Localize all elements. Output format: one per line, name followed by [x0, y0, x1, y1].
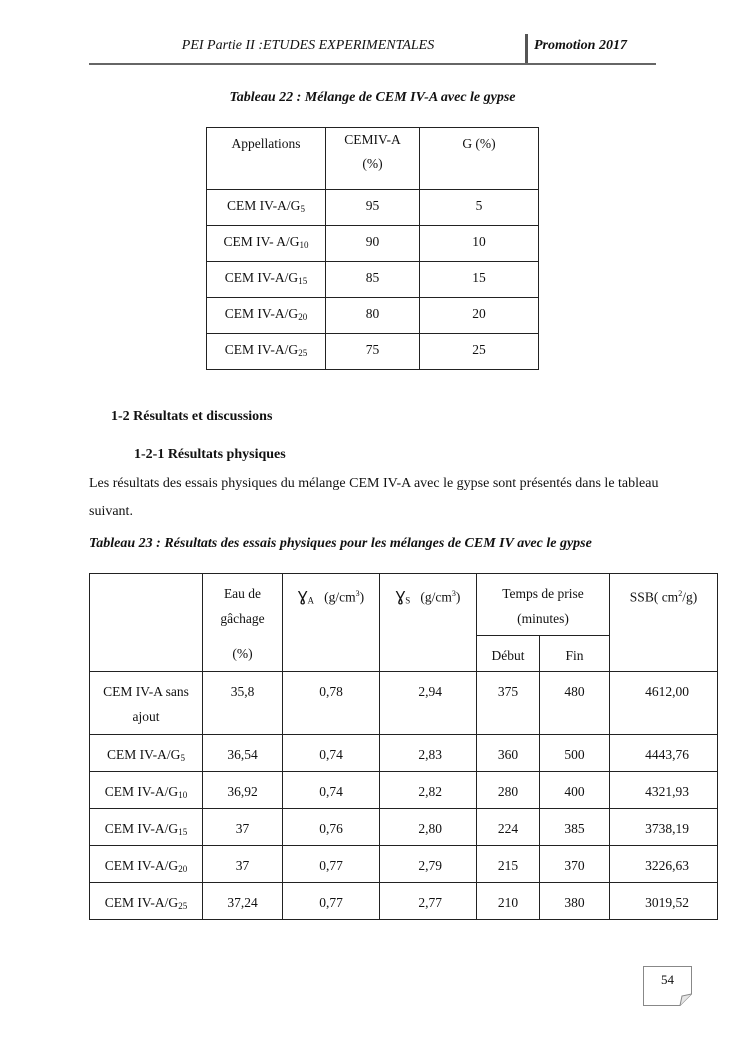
gamma-s-symbol: Ɣ [395, 589, 406, 606]
table22-row [207, 334, 539, 370]
table23-cell-fin: 500 [540, 735, 610, 772]
table22-header-g: G (%) [420, 128, 539, 190]
table23-cell-ssb: 3738,19 [610, 809, 718, 846]
table23-header-ssb [610, 574, 718, 672]
table23-cell-gamma-a: 0,77 [283, 846, 380, 883]
table22 [206, 127, 539, 370]
table23-cell-debut: 360 [477, 735, 540, 772]
table22-cell-g: 10 [420, 226, 539, 262]
eau-line2: gâchage [220, 611, 265, 626]
table23-cell-name: CEM $IV-A/G_5$ [90, 735, 203, 772]
ssb-prefix: SSB( cm [629, 589, 679, 605]
table23-header-temps [477, 574, 610, 636]
table23-header-fin: Fin [540, 636, 610, 672]
table22-cell-name: CEM $IV-A/G_{25}$ [207, 334, 326, 370]
header-promotion: Promotion 2017 [534, 38, 627, 53]
table23-cell-debut: 375 [477, 672, 540, 735]
table22-cell-cem: 95 [326, 190, 420, 226]
ssb-suffix: /g) [682, 589, 698, 605]
table23-cell-name: CEM $IV-A/G_{15}$ [90, 809, 203, 846]
table23-cell-name: CEM $IV-A/G_{10}$ [90, 772, 203, 809]
table23-cell-eau: 36,92 [203, 772, 283, 809]
table22-caption: Tableau 22 : Mélange de CEM IV-A avec le gypse [229, 90, 516, 105]
table23-cell-fin: 370 [540, 846, 610, 883]
table22-cell-cem: 75 [326, 334, 420, 370]
table23-cell-eau: 37 [203, 809, 283, 846]
table23-cell-ssb: 4612,00 [610, 672, 718, 735]
gamma-a-symbol: Ɣ [297, 589, 308, 606]
table23-cell-debut: 224 [477, 809, 540, 846]
table23-cell-ssb: 4443,76 [610, 735, 718, 772]
header-title: PEI Partie II :ETUDES EXPERIMENTALES [181, 38, 435, 53]
table23-cell-fin: 480 [540, 672, 610, 735]
table22-cell-g: 20 [420, 298, 539, 334]
table23-cell-eau: 37 [203, 846, 283, 883]
table23-cell-name: CEM IV-A sans ajout [90, 672, 203, 735]
section-heading-1-2: 1-2 Résultats et discussions [111, 409, 273, 424]
section-heading-1-2-1: 1-2-1 Résultats physiques [134, 447, 286, 462]
table23-row [90, 809, 718, 846]
ssb-exp: 2 [678, 589, 683, 598]
gamma-a-close: ) [359, 589, 365, 605]
gamma-a-unit: (g/cm [324, 589, 356, 605]
table22-row [207, 226, 539, 262]
gamma-s-exp: 3 [451, 589, 456, 598]
table22-cell-cem: 85 [326, 262, 420, 298]
table22-row [207, 298, 539, 334]
table22-cell-g: 5 [420, 190, 539, 226]
table22-header-cem-line2: (%) [362, 156, 383, 171]
table23-cell-gamma-a: 0,74 [283, 772, 380, 809]
table23-cell-fin: 400 [540, 772, 610, 809]
table22-header-row [207, 128, 539, 190]
table23-cell-gamma-s: 2,83 [380, 735, 477, 772]
gamma-s-close: ) [455, 589, 461, 605]
table23-cell-gamma-a: 0,76 [283, 809, 380, 846]
table22-cell-g: 15 [420, 262, 539, 298]
table22-header-cem [326, 128, 420, 190]
table22-cell-g: 25 [420, 334, 539, 370]
table23-header-gamma-a [283, 574, 380, 672]
table23-header-debut: Début [477, 636, 540, 672]
table23-cell-gamma-a: 0,77 [283, 883, 380, 920]
eau-line1: Eau de [223, 586, 262, 601]
table23-cell-fin: 385 [540, 809, 610, 846]
table23-row [90, 735, 718, 772]
table23-row [90, 883, 718, 920]
temps-line1: Temps de prise [502, 586, 584, 601]
table23-header-eau [203, 574, 283, 672]
header-rule [89, 63, 656, 65]
table22-row [207, 262, 539, 298]
table23-cell-gamma-s: 2,80 [380, 809, 477, 846]
table23-cell-eau: 35,8 [203, 672, 283, 735]
table23-header-gamma-s [380, 574, 477, 672]
gamma-s-sub: S [405, 595, 411, 606]
table23-cell-gamma-s: 2,77 [380, 883, 477, 920]
table22-cell-name: CEM $IV-A/G_5$ [207, 190, 326, 226]
table23 [89, 573, 718, 920]
table23-row [90, 772, 718, 809]
gamma-s-unit: (g/cm [420, 589, 452, 605]
table22-cell-cem: 80 [326, 298, 420, 334]
temps-line2: (minutes) [517, 611, 569, 626]
table23-cell-gamma-s: 2,79 [380, 846, 477, 883]
table23-cell-eau: 37,24 [203, 883, 283, 920]
page-number: 54 [661, 972, 674, 987]
table23-cell-ssb: 3226,63 [610, 846, 718, 883]
gamma-a-sub: A [307, 595, 314, 606]
paragraph: Les résultats des essais physiques du mélange CEM IV-A avec le gypse sont présentés dans le tableau suivant. [89, 476, 659, 519]
eau-unit: (%) [232, 646, 253, 661]
table22-header-appellations: Appellations [207, 128, 326, 190]
table22-cell-name: CEM IV- $A/G_{10}$ [207, 226, 326, 262]
table23-cell-ssb: 3019,52 [610, 883, 718, 920]
table23-cell-debut: 210 [477, 883, 540, 920]
table23-cell-debut: 215 [477, 846, 540, 883]
table23-cell-debut: 280 [477, 772, 540, 809]
table22-row [207, 190, 539, 226]
table23-cell-gamma-s: 2,82 [380, 772, 477, 809]
table23-cell-eau: 36,54 [203, 735, 283, 772]
table23-cell-name: CEM $IV-A/G_{25}$ [90, 883, 203, 920]
table22-cell-name: CEM $IV-A/G_{15}$ [207, 262, 326, 298]
table23-cell-gamma-a: 0,74 [283, 735, 380, 772]
table23-row [90, 672, 718, 735]
table23-cell-fin: 380 [540, 883, 610, 920]
table23-cell-gamma-a: 0,78 [283, 672, 380, 735]
gamma-a-exp: 3 [355, 589, 360, 598]
table23-cell-name: CEM $IV-A/G_{20}$ [90, 846, 203, 883]
table23-header-blank [90, 574, 203, 672]
table23-row [90, 846, 718, 883]
header-divider [525, 34, 528, 64]
table23-cell-ssb: 4321,93 [610, 772, 718, 809]
table23-cell-gamma-s: 2,94 [380, 672, 477, 735]
table22-cell-name: CEM $IV-A/G_{20}$ [207, 298, 326, 334]
table23-caption: Tableau 23 : Résultats des essais physiques pour les mélanges de CEM IV avec le gypse [89, 536, 592, 551]
table22-cell-cem: 90 [326, 226, 420, 262]
table23-header-row [90, 574, 718, 636]
table22-header-cem-line1: CEMIV-A [344, 132, 401, 147]
